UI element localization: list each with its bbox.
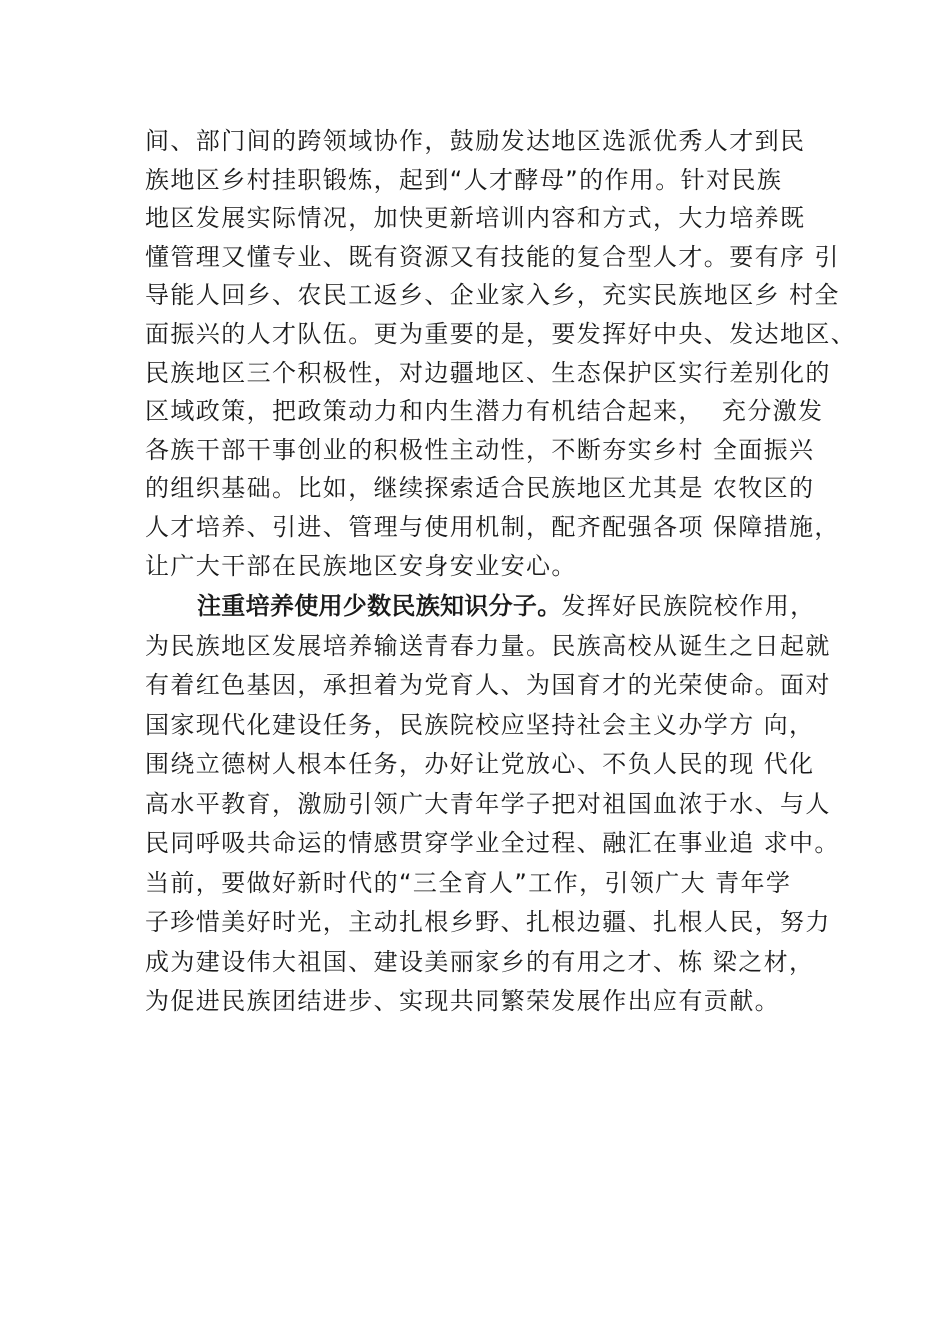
- text-line: 间、部门间的跨领域协作，鼓励发达地区选派优秀人才到民: [145, 127, 806, 155]
- document-body: [145, 122, 857, 1022]
- text-line: 面振兴的人才队伍。更为重要的是，要发挥好中央、发达地区、: [145, 319, 857, 348]
- text-line: 的组织基础。比如，继续探索适合民族地区尤其是 农牧区的: [145, 474, 815, 503]
- text-line: 国家现代化建设任务，民族院校应坚持社会主义办学方 向，: [145, 710, 815, 739]
- text-line: 有着红色基因，承担着为党育人、为国育才的光荣使命。面对: [145, 671, 831, 700]
- text-line: 为促进民族团结进步、实现共同繁荣发展作出应有贡献。: [145, 987, 780, 1016]
- text-line: 围绕立德树人根本任务，办好让党放心、不负人民的现 代化: [145, 750, 815, 779]
- text-line: 当前，要做好新时代的“三全育人”工作，引领广大 青年学: [145, 868, 792, 897]
- paragraph-heading: 注重培养使用少数民族知识分子。: [197, 592, 562, 621]
- text-line: 区域政策，把政策动力和内生潜力有机结合起来， 充分激发: [145, 397, 824, 426]
- text-line: 人才培养、引进、管理与使用机制，配齐配强各项 保障措施，: [145, 512, 840, 541]
- text-line: 民同呼吸共命运的情感贯穿学业全过程、融汇在事业追 求中。: [145, 829, 840, 858]
- text-line: 地区发展实际情况，加快更新培训内容和方式，大力培养既: [145, 204, 806, 233]
- text-line: 导能人回乡、农民工返乡、企业家入乡，充实民族地区乡 村全: [145, 281, 840, 310]
- text-line: 懂管理又懂专业、既有资源又有技能的复合型人才。要有序 引: [145, 242, 840, 271]
- text-line: 民族地区三个积极性，对边疆地区、生态保护区实行差别化的: [145, 358, 831, 387]
- text-line: 高水平教育，激励引领广大青年学子把对祖国血浓于水、与人: [145, 789, 831, 818]
- text-span: 发挥好民族院校作用，: [561, 592, 816, 621]
- text-line: 子珍惜美好时光，主动扎根乡野、扎根边疆、扎根人民，努力: [145, 908, 831, 937]
- text-line: 为民族地区发展培养输送青春力量。民族高校从诞生之日起就: [145, 631, 831, 660]
- text-line: 让广大干部在民族地区安身安业安心。: [145, 551, 577, 580]
- text-line: 族地区乡村挂职锻炼，起到“人才酵母”的作用。针对民族: [145, 165, 783, 194]
- text-line: 成为建设伟大祖国、建设美丽家乡的有用之才、栋 梁之材，: [145, 947, 815, 976]
- paragraph-first-line: [145, 587, 845, 627]
- text-line: 各族干部干事创业的积极性主动性，不断夯实乡村 全面振兴: [145, 435, 815, 464]
